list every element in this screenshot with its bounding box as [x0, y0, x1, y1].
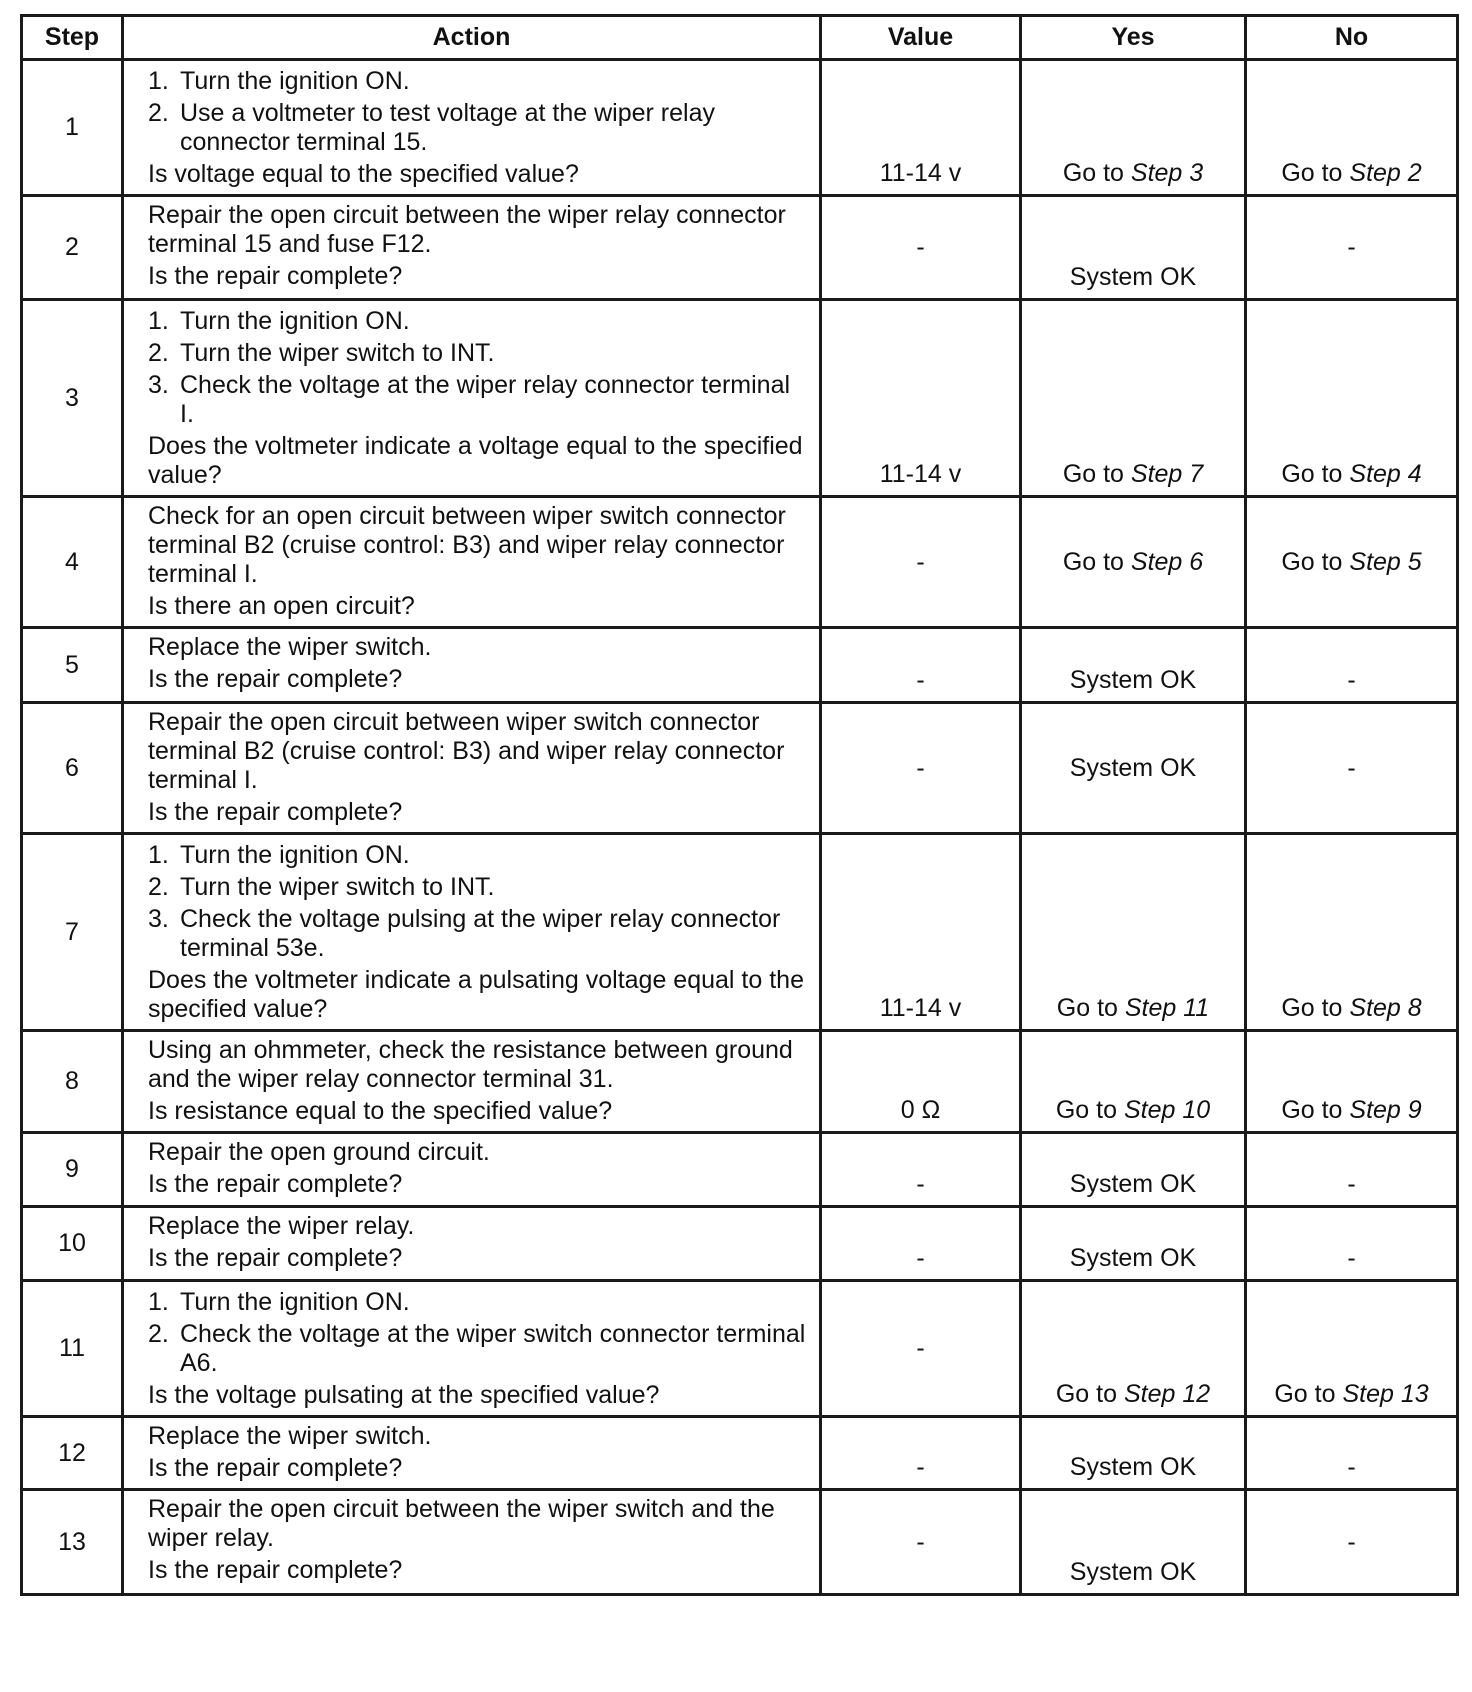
action-question: Is the repair complete? — [148, 1454, 403, 1482]
yes-cell: System OK — [1021, 1133, 1246, 1207]
yes-cell — [1021, 834, 1246, 1031]
no-dash: - — [1347, 754, 1356, 782]
action-text: Repair the open circuit between the wiper switch and the wiper relay. — [148, 1495, 775, 1552]
item-text: Turn the wiper switch to INT. — [180, 873, 495, 901]
action-cell — [123, 497, 821, 628]
action-text: Replace the wiper switch. — [148, 633, 432, 661]
item-number: 2. — [148, 339, 169, 367]
item-text: Turn the ignition ON. — [180, 841, 410, 869]
goto-prefix: Go to — [1062, 460, 1131, 488]
header-action: Action — [123, 16, 821, 60]
no-cell: - — [1246, 628, 1458, 703]
no-cell — [1246, 300, 1458, 497]
table-row — [22, 196, 1458, 300]
action-cell — [123, 300, 821, 497]
action-item — [148, 1288, 809, 1317]
action-text: Replace the wiper relay. — [148, 1212, 415, 1240]
item-number: 2. — [148, 99, 169, 127]
item-text: Turn the ignition ON. — [180, 67, 410, 95]
yes-cell: System OK — [1021, 1207, 1246, 1281]
no-cell — [1246, 1031, 1458, 1133]
yes-cell: System OK — [1021, 196, 1246, 300]
table-row — [22, 1207, 1458, 1281]
table-row — [22, 60, 1458, 196]
action-cell — [123, 834, 821, 1031]
yes-cell — [1021, 300, 1246, 497]
yes-cell — [1021, 497, 1246, 628]
item-text: Check the voltage at the wiper switch connector terminal A6. — [180, 1320, 806, 1377]
value-cell: - — [821, 497, 1021, 628]
goto-step-link[interactable]: Step 11 — [1124, 994, 1210, 1022]
table-row — [22, 703, 1458, 834]
table-row — [22, 1490, 1458, 1595]
goto-prefix: Go to — [1281, 994, 1350, 1022]
action-question: Is the repair complete? — [148, 1244, 403, 1272]
action-text: Repair the open circuit between wiper switch connector terminal B2 (cruise control: B3) and wiper relay connector terminal I. — [148, 708, 785, 794]
goto-step-link[interactable]: Step 6 — [1130, 547, 1204, 576]
goto-step-link[interactable]: Step 4 — [1349, 460, 1422, 488]
action-text: Check for an open circuit between wiper switch connector terminal B2 (cruise control: B3) and wiper relay connector terminal I. — [148, 502, 786, 588]
action-item — [148, 307, 809, 336]
goto-prefix: Go to — [1055, 1380, 1124, 1408]
goto-step-link[interactable]: Step 12 — [1123, 1380, 1211, 1408]
goto-step-link[interactable]: Step 10 — [1123, 1096, 1211, 1124]
diagnostic-table — [20, 14, 1459, 1596]
value-cell: - — [821, 1133, 1021, 1207]
action-text: Repair the open circuit between the wiper relay connector terminal 15 and fuse F12. — [148, 201, 786, 258]
goto-step-link[interactable]: Step 9 — [1349, 1096, 1422, 1124]
action-cell — [123, 1133, 821, 1207]
action-cell — [123, 1207, 821, 1281]
header-yes: Yes — [1021, 16, 1246, 60]
step-number: 4 — [22, 497, 123, 628]
no-cell: - — [1246, 1207, 1458, 1281]
step-number: 7 — [22, 834, 123, 1031]
value-cell: 11-14 v — [821, 834, 1021, 1031]
table-row — [22, 1133, 1458, 1207]
action-cell — [123, 703, 821, 834]
action-question: Is the repair complete? — [148, 798, 403, 826]
goto-prefix: Go to — [1281, 547, 1350, 576]
step-number: 12 — [22, 1417, 123, 1490]
step-number: 2 — [22, 196, 123, 300]
action-question: Is voltage equal to the specified value? — [148, 160, 579, 188]
item-text: Turn the ignition ON. — [180, 307, 410, 335]
table-row — [22, 834, 1458, 1031]
no-cell: - — [1246, 1133, 1458, 1207]
item-text: Turn the ignition ON. — [180, 1288, 410, 1316]
value-cell: - — [821, 196, 1021, 300]
step-number: 9 — [22, 1133, 123, 1207]
no-cell — [1246, 60, 1458, 196]
goto-prefix: Go to — [1056, 994, 1125, 1022]
value-cell: 0 Ω — [821, 1031, 1021, 1133]
action-question: Is the voltage pulsating at the specified value? — [148, 1381, 660, 1409]
action-question: Is the repair complete? — [148, 1170, 403, 1198]
no-cell: - — [1246, 1490, 1458, 1595]
value-cell: - — [821, 1207, 1021, 1281]
item-number: 1. — [148, 67, 169, 95]
goto-prefix: Go to — [1281, 1096, 1350, 1124]
table-row — [22, 1281, 1458, 1417]
item-number: 1. — [148, 307, 169, 335]
item-number: 3. — [148, 905, 169, 933]
no-cell — [1246, 834, 1458, 1031]
header-row — [22, 16, 1458, 60]
step-number: 11 — [22, 1281, 123, 1417]
item-number: 1. — [148, 841, 169, 869]
step-number: 6 — [22, 703, 123, 834]
step-number: 1 — [22, 60, 123, 196]
yes-cell — [1021, 1031, 1246, 1133]
action-item — [148, 841, 809, 870]
header-value: Value — [821, 16, 1021, 60]
action-cell — [123, 1490, 821, 1595]
goto-prefix: Go to — [1062, 547, 1131, 576]
yes-cell: System OK — [1021, 1417, 1246, 1490]
action-question: Is resistance equal to the specified value? — [148, 1097, 613, 1125]
value-cell: - — [821, 1417, 1021, 1490]
action-cell — [123, 1417, 821, 1490]
table-row — [22, 1417, 1458, 1490]
item-number: 2. — [148, 1320, 169, 1348]
item-number: 3. — [148, 371, 169, 399]
action-item — [148, 67, 809, 96]
action-cell — [123, 196, 821, 300]
goto-step-link[interactable]: Step 3 — [1130, 159, 1204, 187]
action-cell — [123, 1281, 821, 1417]
no-cell: - — [1246, 196, 1458, 300]
value-cell: - — [821, 1281, 1021, 1417]
value-cell: - — [821, 628, 1021, 703]
table-row — [22, 1031, 1458, 1133]
item-text: Use a voltmeter to test voltage at the wiper relay connector terminal 15. — [180, 99, 715, 156]
yes-cell — [1021, 1281, 1246, 1417]
value-dash: - — [916, 754, 925, 782]
action-item — [148, 371, 809, 429]
header-no: No — [1246, 16, 1458, 60]
step-number: 8 — [22, 1031, 123, 1133]
action-item — [148, 873, 809, 902]
no-cell — [1246, 703, 1458, 834]
value-cell: 11-14 v — [821, 300, 1021, 497]
no-cell — [1246, 1281, 1458, 1417]
step-number: 13 — [22, 1490, 123, 1595]
step-number: 3 — [22, 300, 123, 497]
step-number: 10 — [22, 1207, 123, 1281]
value-cell: - — [821, 1490, 1021, 1595]
action-item — [148, 339, 809, 368]
item-number: 2. — [148, 873, 169, 901]
item-text: Turn the wiper switch to INT. — [180, 339, 495, 367]
action-cell — [123, 628, 821, 703]
yes-cell: System OK — [1021, 1490, 1246, 1595]
value-cell — [821, 703, 1021, 834]
goto-prefix: Go to — [1062, 159, 1131, 187]
action-question: Does the voltmeter indicate a pulsating voltage equal to the specified value? — [148, 966, 804, 1023]
action-question: Does the voltmeter indicate a voltage equal to the specified value? — [148, 432, 803, 489]
goto-prefix: Go to — [1274, 1380, 1343, 1408]
goto-prefix: Go to — [1281, 460, 1350, 488]
action-question: Is the repair complete? — [148, 262, 403, 290]
action-cell — [123, 60, 821, 196]
action-text: Repair the open ground circuit. — [148, 1138, 490, 1166]
item-text: Check the voltage at the wiper relay connector terminal I. — [180, 371, 791, 428]
goto-step-link[interactable]: Step 13 — [1342, 1380, 1429, 1408]
action-question: Is the repair complete? — [148, 665, 403, 693]
step-number: 5 — [22, 628, 123, 703]
table-row — [22, 628, 1458, 703]
action-cell — [123, 1031, 821, 1133]
value-cell: 11-14 v — [821, 60, 1021, 196]
action-item — [148, 1320, 809, 1378]
goto-step-link[interactable]: Step 5 — [1349, 547, 1422, 576]
action-item — [148, 99, 809, 157]
goto-step-link[interactable]: Step 7 — [1130, 460, 1204, 488]
yes-cell: System OK — [1021, 703, 1246, 834]
action-text: Using an ohmmeter, check the resistance between ground and the wiper relay connector terminal 31. — [148, 1036, 793, 1093]
action-item — [148, 905, 809, 963]
no-cell — [1246, 497, 1458, 628]
goto-step-link[interactable]: Step 8 — [1349, 994, 1422, 1022]
goto-prefix: Go to — [1055, 1096, 1124, 1124]
action-question: Is there an open circuit? — [148, 592, 415, 620]
yes-cell — [1021, 60, 1246, 196]
action-text: Replace the wiper switch. — [148, 1422, 432, 1450]
table-row — [22, 497, 1458, 628]
goto-prefix: Go to — [1281, 159, 1350, 187]
no-cell: - — [1246, 1417, 1458, 1490]
header-step: Step — [22, 16, 123, 60]
goto-step-link[interactable]: Step 2 — [1349, 159, 1422, 187]
item-number: 1. — [148, 1288, 169, 1316]
table-row — [22, 300, 1458, 497]
item-text: Check the voltage pulsing at the wiper relay connector terminal 53e. — [180, 905, 781, 962]
action-question: Is the repair complete? — [148, 1556, 403, 1584]
yes-cell: System OK — [1021, 628, 1246, 703]
